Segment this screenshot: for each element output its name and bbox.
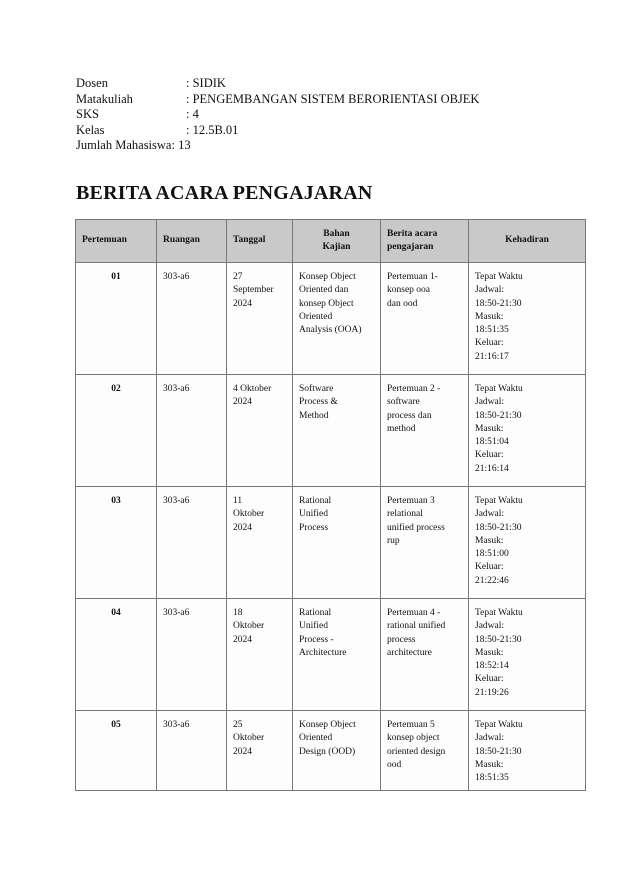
cell-line: Keluar: [475,562,504,573]
cell-line: 18:51:35 [475,325,509,336]
cell-ruangan [157,599,227,711]
cell-pertemuan [76,599,157,711]
cell-line: Jadwal: [475,285,505,296]
cell-line: Process [299,522,329,533]
cell-ruangan [157,375,227,487]
cell-line: Unified [299,509,329,520]
cell-kehadiran [469,375,586,487]
cell-tanggal [227,263,293,375]
cell-line: 303-a6 [163,496,190,506]
cell-kehadiran [469,487,586,599]
cell-line: 18:51:00 [475,549,509,560]
cell-line: September [233,285,274,296]
table-row [76,487,586,599]
cell-line: method [387,423,416,434]
cell-bahan-kajian [293,263,381,375]
cell-line: dan ood [387,298,418,309]
cell-line: Pertemuan 3 [387,496,435,506]
info-label: Kelas [76,122,105,137]
cell-line: 21:16:14 [475,463,509,474]
header-line: pengajaran [387,242,434,252]
info-row-sks [76,107,479,123]
cell-line: Process - [299,634,334,645]
cell-line: 01 [111,272,121,282]
cell-line: 18:52:14 [475,661,509,672]
cell-line: Tepat Waktu [475,608,523,618]
cell-ruangan [157,711,227,791]
cell-bahan-kajian [293,487,381,599]
cell-pertemuan [76,487,157,599]
cell-bahan-kajian [293,599,381,711]
cell-line: 05 [111,720,121,730]
cell-line: 18 [233,608,243,618]
cell-line: Architecture [299,647,347,658]
cell-line: 02 [111,384,121,394]
cell-line: Pertemuan 2 - [387,384,441,394]
cell-line: 18:50-21:30 [475,634,522,645]
cell-line: Rational [299,496,332,506]
cell-line: Oriented [299,311,333,322]
cell-line: Tepat Waktu [475,720,523,730]
cell-line: Jadwal: [475,621,505,632]
header-ruangan: Ruangan [157,220,227,263]
cell-line: konsep object [387,733,440,744]
cell-line: 04 [111,608,121,618]
cell-line: Method [299,410,329,421]
cell-line: 18:50-21:30 [475,522,522,533]
cell-line: Process & [299,397,338,408]
cell-tanggal [227,599,293,711]
cell-line: 2024 [233,298,252,309]
course-info [76,76,479,154]
cell-berita-acara [381,599,469,711]
header-kehadiran: Kehadiran [469,220,586,263]
cell-line: Jadwal: [475,733,505,744]
cell-line: relational [387,509,423,520]
cell-line: 18:50-21:30 [475,746,522,757]
cell-kehadiran [469,711,586,791]
cell-line: rup [387,535,400,546]
info-label: SKS [76,107,99,121]
cell-line: 25 [233,720,243,730]
table-row [76,599,586,711]
cell-line: Masuk: [475,647,504,658]
cell-line: 03 [111,496,121,506]
cell-tanggal [227,711,293,791]
cell-kehadiran [469,263,586,375]
cell-line: Pertemuan 5 [387,720,435,730]
header-bahan-kajian [293,220,381,263]
cell-line: Masuk: [475,535,504,546]
table-row [76,263,586,375]
cell-line: Konsep Object [299,272,356,282]
info-row-matakuliah [76,92,479,108]
cell-line: 18:51:35 [475,773,509,784]
cell-line: process [387,634,416,645]
cell-line: 303-a6 [163,720,190,730]
cell-line: ood [387,759,402,770]
cell-line: 4 Oktober [233,384,272,394]
cell-line: Keluar: [475,674,504,685]
table-body [76,263,586,791]
cell-line: Pertemuan 1- [387,272,438,282]
cell-pertemuan [76,711,157,791]
cell-line: Design (OOD) [299,746,356,757]
cell-line: 18:50-21:30 [475,298,522,309]
cell-line: rational unified [387,621,446,632]
cell-line: process dan [387,410,432,421]
cell-line: software [387,397,420,408]
header-tanggal: Tanggal [227,220,293,263]
cell-berita-acara [381,263,469,375]
cell-line: 2024 [233,522,252,533]
cell-line: 27 [233,272,243,282]
cell-line: konsep Object [299,298,354,309]
cell-line: 21:16:17 [475,351,509,362]
cell-line: Oktober [233,621,265,632]
header-pertemuan: Pertemuan [76,220,157,263]
header-line: Bahan [323,228,350,239]
info-label: Matakuliah [76,91,133,106]
info-value: : 12.5B.01 [186,122,239,137]
cell-line: Oriented dan [299,285,349,296]
cell-line: 18:50-21:30 [475,410,522,421]
cell-line: Konsep Object [299,720,356,730]
info-label: Jumlah Mahasiswa [76,138,172,152]
cell-line: 21:22:46 [475,575,509,586]
cell-berita-acara [381,487,469,599]
info-row-kelas [76,123,479,139]
header-line: Kajian [322,242,351,252]
cell-line: Tepat Waktu [475,496,523,506]
cell-line: oriented design [387,746,446,757]
table-header-row [76,220,586,263]
table-row [76,375,586,487]
table-row [76,711,586,791]
info-row-jumlah [76,138,479,154]
cell-line: Masuk: [475,423,504,434]
info-value: : 4 [186,107,199,121]
header-berita-acara [381,220,469,263]
cell-line: Keluar: [475,338,504,349]
cell-line: Keluar: [475,450,504,461]
cell-line: Oriented [299,733,333,744]
info-value: : PENGEMBANGAN SISTEM BERORIENTASI OBJEK [186,91,480,106]
cell-line: Analysis (OOA) [299,325,362,336]
cell-line: Rational [299,608,332,618]
cell-berita-acara [381,375,469,487]
cell-line: Tepat Waktu [475,272,523,282]
cell-pertemuan [76,375,157,487]
cell-bahan-kajian [293,711,381,791]
cell-tanggal [227,487,293,599]
cell-line: 21:19:26 [475,687,509,698]
cell-line: Oktober [233,509,265,520]
cell-kehadiran [469,599,586,711]
cell-line: Tepat Waktu [475,384,523,394]
page-title: BERITA ACARA PENGAJARAN [76,182,373,204]
cell-ruangan [157,487,227,599]
cell-line: 2024 [233,634,252,645]
cell-bahan-kajian [293,375,381,487]
cell-line: 18:51:04 [475,437,509,448]
info-value: : 13 [171,138,191,152]
cell-line: Oktober [233,733,265,744]
cell-line: 303-a6 [163,384,190,394]
cell-line: Software [299,384,334,394]
cell-line: Pertemuan 4 - [387,608,441,618]
cell-pertemuan [76,263,157,375]
cell-line: architecture [387,647,432,658]
cell-line: Unified [299,621,329,632]
cell-line: 11 [233,496,243,506]
cell-line: Masuk: [475,311,504,322]
cell-ruangan [157,263,227,375]
teaching-log-table [75,219,586,791]
cell-line: 303-a6 [163,272,190,282]
cell-line: Jadwal: [475,509,505,520]
cell-line: 303-a6 [163,608,190,618]
cell-line: unified process [387,522,445,533]
cell-line: Jadwal: [475,397,505,408]
cell-line: 2024 [233,397,252,408]
info-value: : SIDIK [186,76,226,90]
header-line: Berita acara [387,228,438,239]
cell-line: Masuk: [475,759,504,770]
cell-line: konsep ooa [387,285,431,296]
info-label: Dosen [76,76,108,90]
info-row-dosen [76,76,479,92]
cell-line: 2024 [233,746,252,757]
cell-berita-acara [381,711,469,791]
cell-tanggal [227,375,293,487]
